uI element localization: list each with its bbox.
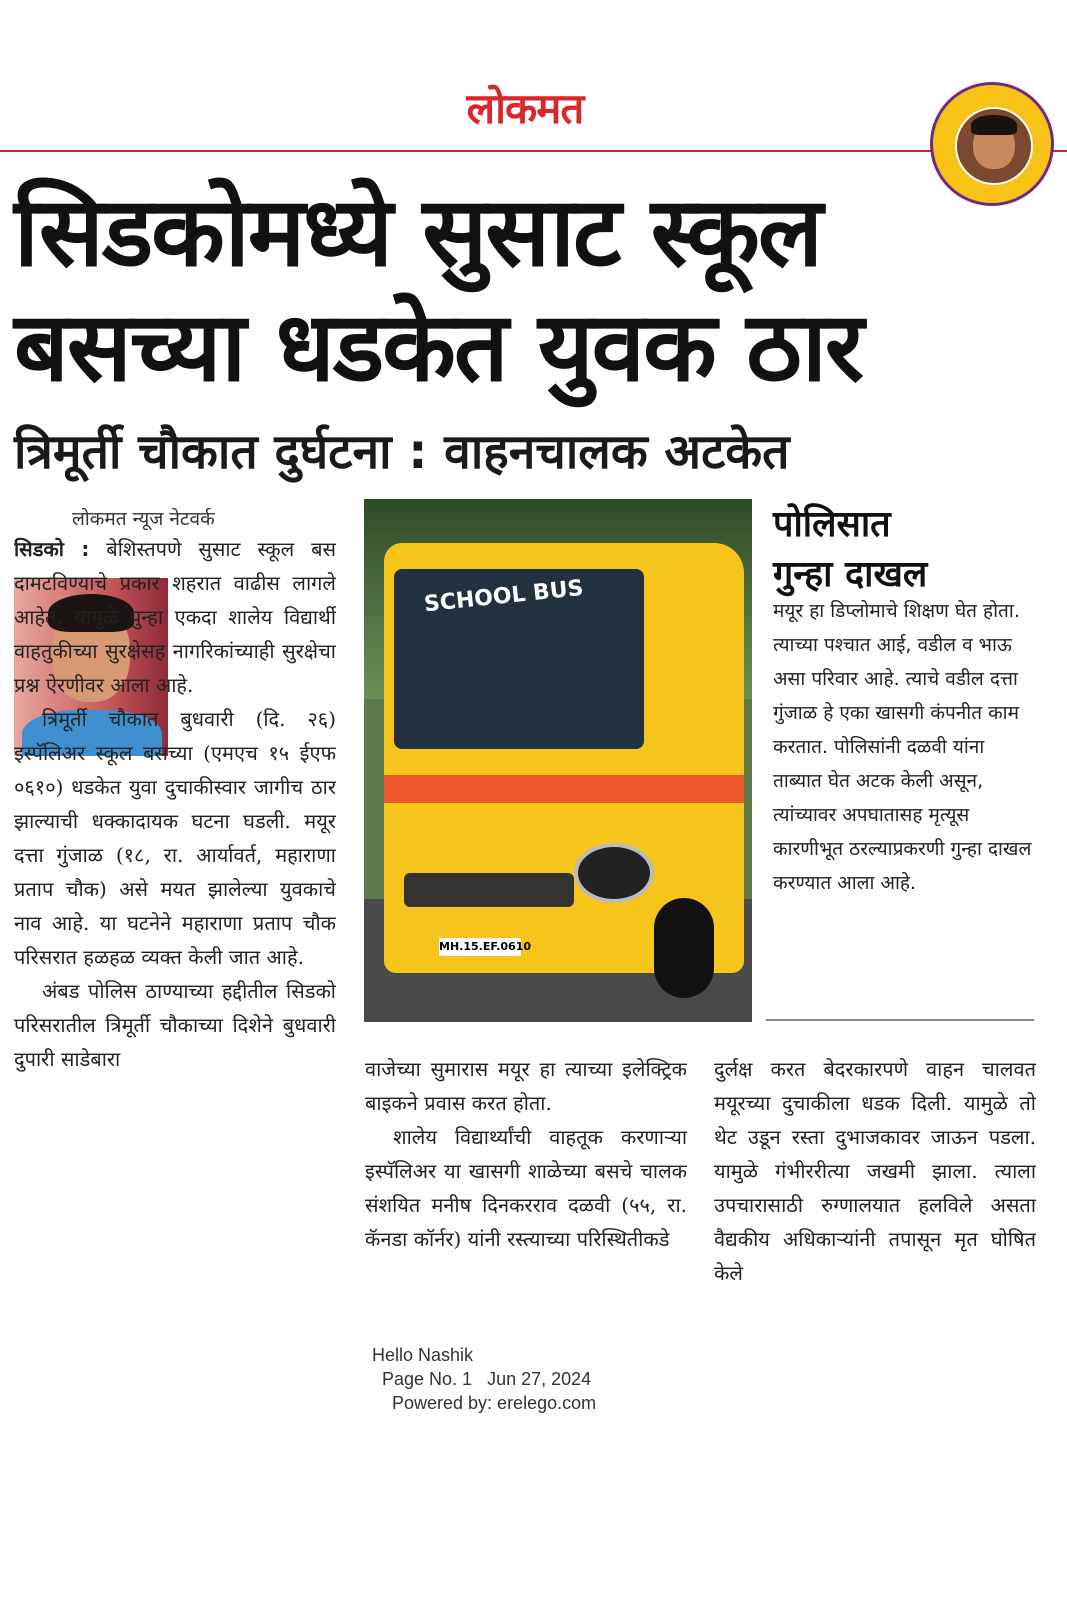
footer-powered-link[interactable]: Powered by: erelego.com bbox=[392, 1393, 597, 1413]
sidebar-divider bbox=[766, 1019, 1034, 1021]
byline: लोकमत न्यूज नेटवर्क bbox=[72, 508, 215, 530]
sidebar-title-line1: पोलिसात bbox=[773, 504, 891, 545]
col1-intro: बेशिस्तपणे सुसाट स्कूल बस दामटविण्याचे प्रकार शहरात वाढीस लागले आहेत. यामुळे पुन्हा एकदा शालेय विद्यार्थी वाहतुकीच्या सुरक्षेसह नागरिकांच्याही सुरक्षेचा प्रश्न ऐरणीवर आला आहे. bbox=[14, 537, 336, 697]
masthead bbox=[0, 78, 1067, 152]
headline-line2: बसच्या धडकेत युवक ठार bbox=[14, 291, 863, 403]
col1-para2: त्रिमूर्ती चौकात बुधवारी (दि. २६) इस्पॅलिअर स्कूल बसच्या (एमएच १५ ईएफ ०६१०) धडकेत युवा दुचाकीस्वार जागीच ठार झाल्याची धक्कादायक घटना घडली. मयूर दत्ता गुंजाळ (१८, रा. आर्यावर्त, महाराणा प्रताप चौक) असे मयत झालेल्या युवकाचे नाव आहे. या घटनेने महाराणा प्रताप चौक परिसरात हळहळ व्यक्त केली जात आहे. bbox=[14, 707, 336, 969]
newspaper-logo: लोकमत bbox=[466, 84, 584, 133]
col2-para2: शालेय विद्यार्थ्यांची वाहतूक करणाऱ्या इस्पॅलिअर या खासगी शाळेच्या बसचे चालक संशयित मनीष दिनकरराव दळवी (५५, रा. कॅनडा कॉर्नर) यांनी रस्त्याच्या परिस्थितीकडे bbox=[365, 1125, 687, 1251]
col2-para1: वाजेच्या सुमारास मयूर हा त्याच्या इलेक्ट्रिक बाइकने प्रवास करत होता. bbox=[365, 1057, 687, 1115]
bus-photo bbox=[364, 499, 752, 1022]
bus-wheel bbox=[654, 898, 714, 998]
article-column-3 bbox=[714, 1052, 1036, 1312]
bus-stripe bbox=[384, 775, 744, 803]
bus-headlight bbox=[574, 843, 654, 903]
sidebar-body: मयूर हा डिप्लोमाचे शिक्षण घेत होता. त्याच्या पश्चात आई, वडील व भाऊ असा परिवार आहे. त्याचे वडील दत्ता गुंजाळ हे एका खासगी कंपनीत काम करतात. पोलिसांनी दळवी यांना ताब्यात घेत अटक केली असून, त्यांच्यावर अपघातासह मृत्यूस कारणीभूत ठरल्याप्रकरणी गुन्हा दाखल करण्यात आला आहे. bbox=[773, 600, 1032, 894]
headline bbox=[14, 175, 934, 405]
sidebar-title-line2: गुन्हा दाखल bbox=[773, 554, 928, 595]
bus-number-plate: MH.15.EF.0610 bbox=[439, 938, 521, 956]
footer-page: Page No. 1 bbox=[382, 1369, 473, 1389]
author-badge bbox=[930, 82, 1054, 206]
subheadline: त्रिमूर्ती चौकात दुर्घटना : वाहनचालक अटकेत bbox=[14, 424, 790, 480]
school-bus bbox=[384, 543, 744, 973]
article-column-2 bbox=[365, 1052, 687, 1312]
page-footer bbox=[372, 1343, 596, 1415]
headline-line1: सिडकोमध्ये सुसाट स्कूल bbox=[14, 176, 821, 288]
dateline: सिडको : bbox=[14, 537, 90, 561]
sidebar-title bbox=[773, 500, 1033, 600]
author-photo bbox=[955, 107, 1033, 185]
author-hair bbox=[971, 115, 1017, 135]
footer-date: Jun 27, 2024 bbox=[487, 1369, 592, 1389]
col1-para3: अंबड पोलिस ठाण्याच्या हद्दीतील सिडको परिसरातील त्रिमूर्ती चौकाच्या दिशेने बुधवारी दुपारी साडेबारा bbox=[14, 979, 336, 1071]
bus-sign: SCHOOL BUS bbox=[422, 575, 585, 618]
footer-edition: Hello Nashik bbox=[372, 1345, 474, 1365]
article-column-1 bbox=[14, 532, 336, 1312]
col3-para1: दुर्लक्ष करत बेदरकारपणे वाहन चालवत मयूरच्या दुचाकीला धडक दिली. यामुळे तो थेट उडून रस्ता दुभाजकावर जाऊन पडला. यामुळे गंभीररीत्या जखमी झाला. त्याला उपचारासाठी रुग्णालयात हलविले असता वैद्यकीय अधिकाऱ्यांनी तपासून मृत घोषित केले bbox=[714, 1057, 1036, 1285]
bus-grille bbox=[404, 873, 574, 907]
